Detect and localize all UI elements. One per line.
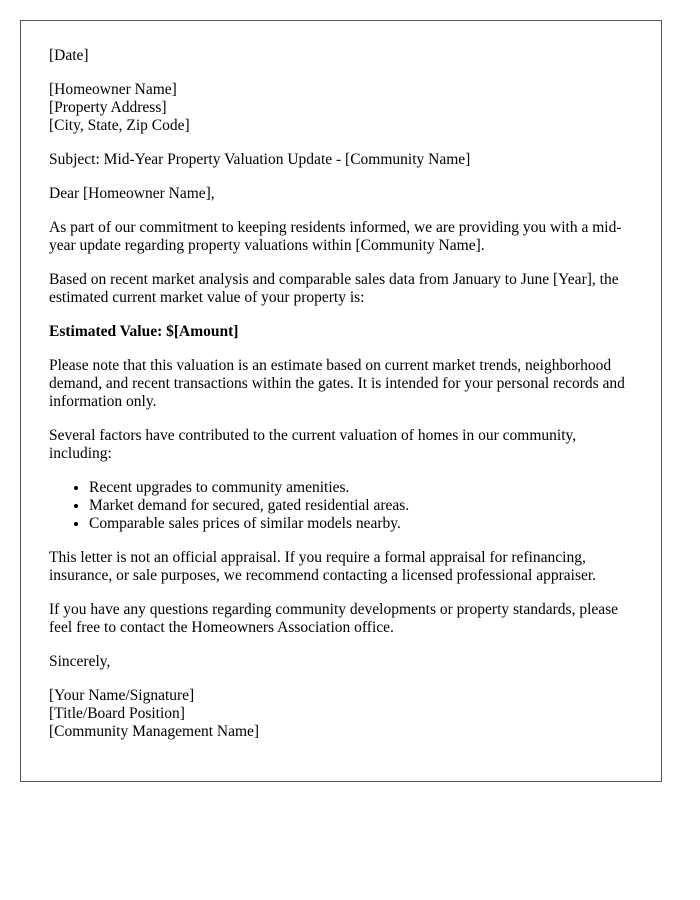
estimated-value: Estimated Value: $[Amount] bbox=[49, 323, 239, 340]
closing: Sincerely, bbox=[49, 653, 111, 670]
factors-list bbox=[49, 479, 633, 533]
subject-line: Subject: Mid-Year Property Valuation Update - [Community Name] bbox=[49, 151, 471, 168]
analysis-paragraph: Based on recent market analysis and comparable sales data from January to June [Year], the estimated current market value of your property is: bbox=[49, 271, 619, 306]
factors-intro-paragraph: Several factors have contributed to the current valuation of homes in our community, including: bbox=[49, 427, 577, 462]
note-paragraph: Please note that this valuation is an estimate based on current market trends, neighborhood demand, and recent transactions within the gates. It is intended for your personal records and information only. bbox=[49, 357, 625, 410]
signature-organization: [Community Management Name] bbox=[49, 723, 260, 740]
list-item: • Market demand for secured, gated residential areas. bbox=[89, 497, 633, 515]
salutation: Dear [Homeowner Name], bbox=[49, 185, 215, 202]
recipient-city-state-zip: [City, State, Zip Code] bbox=[49, 117, 190, 134]
recipient-address-block bbox=[49, 81, 633, 135]
list-item: • Recent upgrades to community amenities. bbox=[89, 479, 633, 497]
disclaimer-paragraph: This letter is not an official appraisal. If you require a formal appraisal for refinancing, insurance, or sale purposes, we recommend contacting a licensed professional appraiser. bbox=[49, 549, 597, 584]
letter bbox=[20, 20, 662, 782]
recipient-address: [Property Address] bbox=[49, 99, 167, 116]
recipient-name: [Homeowner Name] bbox=[49, 81, 177, 98]
signature-title: [Title/Board Position] bbox=[49, 705, 185, 722]
signature-block bbox=[49, 687, 633, 741]
date: [Date] bbox=[49, 47, 89, 64]
signature-name: [Your Name/Signature] bbox=[49, 687, 195, 704]
list-item: • Comparable sales prices of similar models nearby. bbox=[89, 515, 633, 533]
intro-paragraph: As part of our commitment to keeping residents informed, we are providing you with a mid-year update regarding property valuations within [Community Name]. bbox=[49, 219, 622, 254]
contact-paragraph: If you have any questions regarding community developments or property standards, please feel free to contact the Homeowners Association office. bbox=[49, 601, 619, 636]
